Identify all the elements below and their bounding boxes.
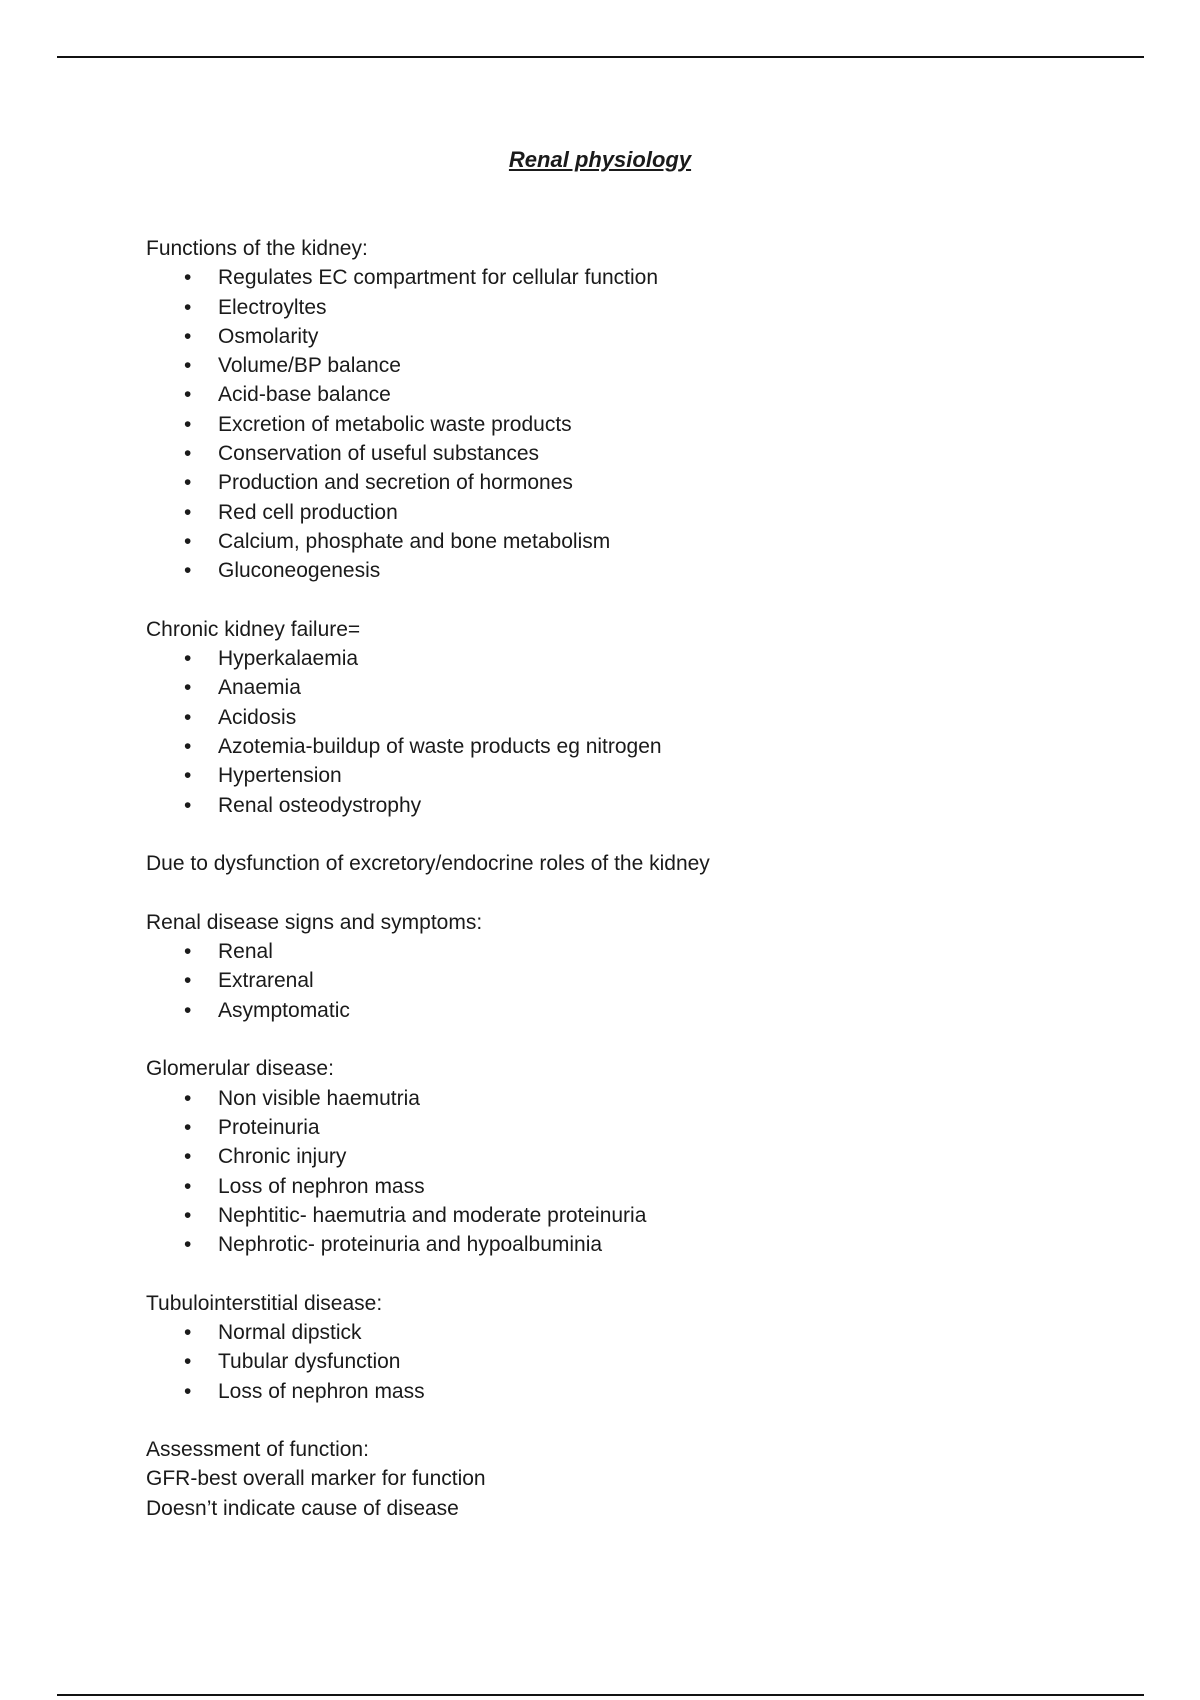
list-item: • Gluconeogenesis [146,556,1106,585]
paragraph: Due to dysfunction of excretory/endocrine roles of the kidney [146,852,710,876]
list-item: • Azotemia-buildup of waste products eg nitrogen [146,732,1106,761]
list-item: • Production and secretion of hormones [146,468,1106,497]
bullet-icon: • [184,354,192,378]
bullet-icon: • [184,1174,192,1198]
list-item: • Proteinuria [146,1113,1106,1142]
section-heading: Tubulointerstitial disease: [146,1291,383,1315]
list-item: • Loss of nephron mass [146,1172,1106,1201]
bullet-icon: • [184,1145,192,1169]
list-item: • Regulates EC compartment for cellular function [146,263,1106,292]
bullet-icon: • [184,1320,192,1344]
functions-list [146,263,1106,585]
section-heading: Chronic kidney failure= [146,617,361,641]
section-heading: Renal disease signs and symptoms: [146,910,483,934]
bullet-icon: • [184,969,192,993]
list-item: • Normal dipstick [146,1318,1106,1347]
list-item: • Nephrotic- proteinuria and hypoalbuminia [146,1230,1106,1259]
bullet-icon: • [184,1115,192,1139]
list-item: • Loss of nephron mass [146,1377,1106,1406]
bullet-icon: • [184,529,192,553]
bullet-icon: • [184,471,192,495]
bullet-icon: • [184,647,192,671]
bullet-icon: • [184,295,192,319]
list-item: • Hypertension [146,761,1106,790]
list-item: • Asymptomatic [146,996,1106,1025]
list-item: • Renal osteodystrophy [146,791,1106,820]
glomerular-list [146,1084,1106,1260]
bullet-icon: • [184,1350,192,1374]
document-body [146,234,1106,1523]
list-item: • Conservation of useful substances [146,439,1106,468]
bullet-icon: • [184,559,192,583]
list-item: • Anaemia [146,673,1106,702]
list-item: • Renal [146,937,1106,966]
bullet-icon: • [184,1086,192,1110]
signs-list [146,937,1106,1025]
list-item: • Chronic injury [146,1142,1106,1171]
bullet-icon: • [184,383,192,407]
list-item: • Calcium, phosphate and bone metabolism [146,527,1106,556]
section-heading: Functions of the kidney: [146,237,368,260]
bullet-icon: • [184,266,192,290]
top-rule [57,56,1144,58]
section-dysfunction-note [146,849,1106,878]
paragraph: GFR-best overall marker for function [146,1467,486,1491]
bullet-icon: • [184,324,192,348]
bullet-icon: • [184,940,192,964]
bullet-icon: • [184,676,192,700]
list-item: • Osmolarity [146,322,1106,351]
section-glomerular-disease [146,1054,1106,1259]
list-item: • Acid-base balance [146,380,1106,409]
section-assessment [146,1435,1106,1523]
list-item: • Hyperkalaemia [146,644,1106,673]
list-item: • Excretion of metabolic waste products [146,410,1106,439]
section-heading: Glomerular disease: [146,1057,334,1081]
list-item: • Non visible haemutria [146,1084,1106,1113]
tubulointerstitial-list [146,1318,1106,1406]
list-item: • Extrarenal [146,966,1106,995]
list-item: • Nephtitic- haemutria and moderate proteinuria [146,1201,1106,1230]
bullet-icon: • [184,705,192,729]
list-item: • Volume/BP balance [146,351,1106,380]
bullet-icon: • [184,442,192,466]
bottom-rule [57,1694,1144,1696]
ckf-list [146,644,1106,820]
list-item: • Acidosis [146,703,1106,732]
page-title: Renal physiology [508,147,692,172]
bullet-icon: • [184,998,192,1022]
bullet-icon: • [184,764,192,788]
bullet-icon: • [184,793,192,817]
bullet-icon: • [184,412,192,436]
bullet-icon: • [184,1203,192,1227]
list-item: • Electroyltes [146,293,1106,322]
bullet-icon: • [184,1233,192,1257]
paragraph: Doesn’t indicate cause of disease [146,1496,459,1520]
section-heading: Assessment of function: [146,1438,369,1462]
bullet-icon: • [184,1379,192,1403]
list-item: • Tubular dysfunction [146,1347,1106,1376]
section-signs-symptoms [146,908,1106,1025]
section-functions [146,234,1106,586]
bullet-icon: • [184,500,192,524]
section-chronic-kidney-failure [146,615,1106,820]
section-tubulointerstitial-disease [146,1289,1106,1406]
bullet-icon: • [184,735,192,759]
list-item: • Red cell production [146,498,1106,527]
